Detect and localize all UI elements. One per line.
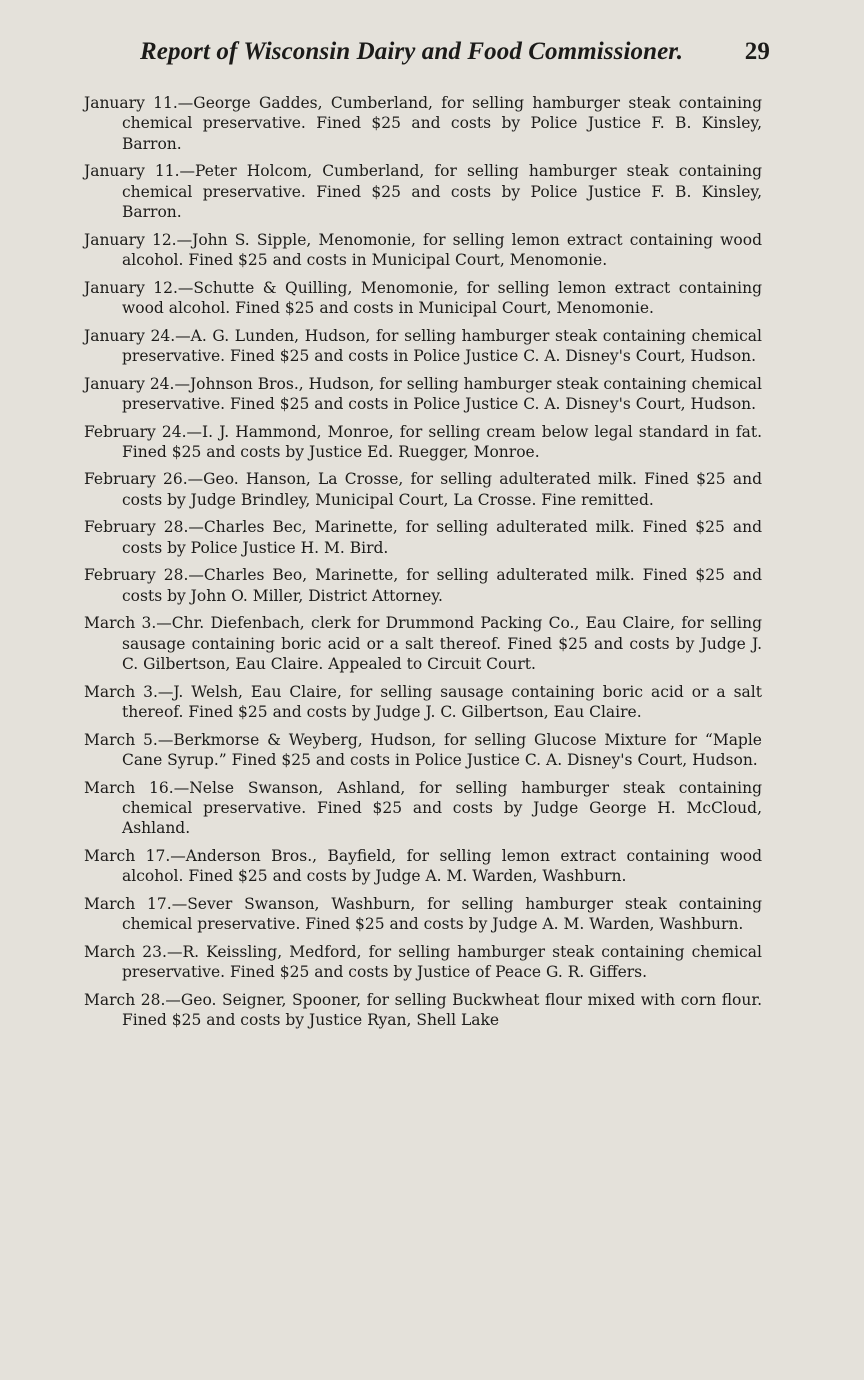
running-title: Report of Wisconsin Dairy and Food Commissioner. bbox=[140, 38, 684, 65]
entry-jan-24-johnson-bros: January 24.—Johnson Bros., Hudson, for selling hamburger steak containing chemical preservative. Fined $25 and costs in Police Justice C. A. Disney's Court, Hudson. bbox=[84, 374, 762, 413]
entry-feb-28-bec: February 28.—Charles Bec, Marinette, for selling adulterated milk. Fined $25 and costs by Police Justice H. M. Bird. bbox=[84, 518, 762, 557]
page-header bbox=[140, 38, 770, 72]
entry-mar-28-seigner: March 28.—Geo. Seigner, Spooner, for selling Buckwheat flour mixed with corn flour. Fined $25 and costs by Justice Ryan, Shell Lake bbox=[84, 990, 762, 1030]
entry-mar-17-sever-swanson: March 17.—Sever Swanson, Washburn, for selling hamburger steak containing chemical preservative. Fined $25 and costs by Judge A. M. Warden, Washburn. bbox=[84, 894, 762, 934]
entry-mar-17-anderson-bros: March 17.—Anderson Bros., Bayfield, for selling lemon extract containing wood alcohol. Fined $25 and costs by Judge A. M. Warden, Washburn. bbox=[84, 846, 762, 886]
entry-mar-23-keissling: March 23.—R. Keissling, Medford, for selling hamburger steak containing chemical preservative. Fined $25 and costs by Justice of Peace G. R. Giffers. bbox=[84, 942, 762, 982]
entry-jan-24-lunden: January 24.—A. G. Lunden, Hudson, for selling hamburger steak containing chemical preservative. Fined $25 and costs in Police Justice C. A. Disney's Court, Hudson. bbox=[84, 326, 762, 365]
entry-jan-12-sipple: January 12.—John S. Sipple, Menomonie, for selling lemon extract containing wood alcohol. Fined $25 and costs in Municipal Court, Menomonie. bbox=[84, 230, 762, 269]
entry-jan-11-holcom: January 11.—Peter Holcom, Cumberland, for selling hamburger steak containing chemical preservative. Fined $25 and costs by Police Justice F. B. Kinsley, Barron. bbox=[84, 162, 762, 221]
entry-feb-24-hammond: February 24.—I. J. Hammond, Monroe, for selling cream below legal standard in fat. Fined $25 and costs by Justice Ed. Ruegger, Monroe. bbox=[84, 422, 762, 461]
page-number: 29 bbox=[744, 38, 770, 65]
entry-mar-3-welsh: March 3.—J. Welsh, Eau Claire, for selling sausage containing boric acid or a salt thereof. Fined $25 and costs by Judge J. C. Gilbertson, Eau Claire. bbox=[84, 682, 762, 722]
entry-feb-26-hanson: February 26.—Geo. Hanson, La Crosse, for selling adulterated milk. Fined $25 and costs by Judge Brindley, Municipal Court, La Crosse. Fine remitted. bbox=[84, 470, 762, 509]
prosecution-list bbox=[84, 93, 762, 1038]
entry-mar-5-berkmorse-weyberg: March 5.—Berkmorse & Weyberg, Hudson, for selling Glucose Mixture for “Maple Cane Syrup.” Fined $25 and costs in Police Justice C. A. Disney's Court, Hudson. bbox=[84, 730, 762, 769]
entry-mar-3-diefenbach: March 3.—Chr. Diefenbach, clerk for Drummond Packing Co., Eau Claire, for selling sausage containing boric acid or a salt thereof. Fined $25 and costs by Judge J. C. Gilbertson, Eau Claire. Appealed to Circuit Court. bbox=[84, 614, 762, 674]
entry-feb-28-beo: February 28.—Charles Beo, Marinette, for selling adulterated milk. Fined $25 and costs by John O. Miller, District Attorney. bbox=[84, 566, 762, 605]
entry-jan-12-schutte-quilling: January 12.—Schutte & Quilling, Menomonie, for selling lemon extract containing wood alcohol. Fined $25 and costs in Municipal Court, Menomonie. bbox=[84, 278, 762, 317]
entry-mar-16-nelse-swanson: March 16.—Nelse Swanson, Ashland, for selling hamburger steak containing chemical preservative. Fined $25 and costs by Judge George H. McCloud, Ashland. bbox=[84, 778, 762, 838]
entry-jan-11-gaddes: January 11.—George Gaddes, Cumberland, for selling hamburger steak containing chemical preservative. Fined $25 and costs by Police Justice F. B. Kinsley, Barron. bbox=[84, 94, 762, 153]
